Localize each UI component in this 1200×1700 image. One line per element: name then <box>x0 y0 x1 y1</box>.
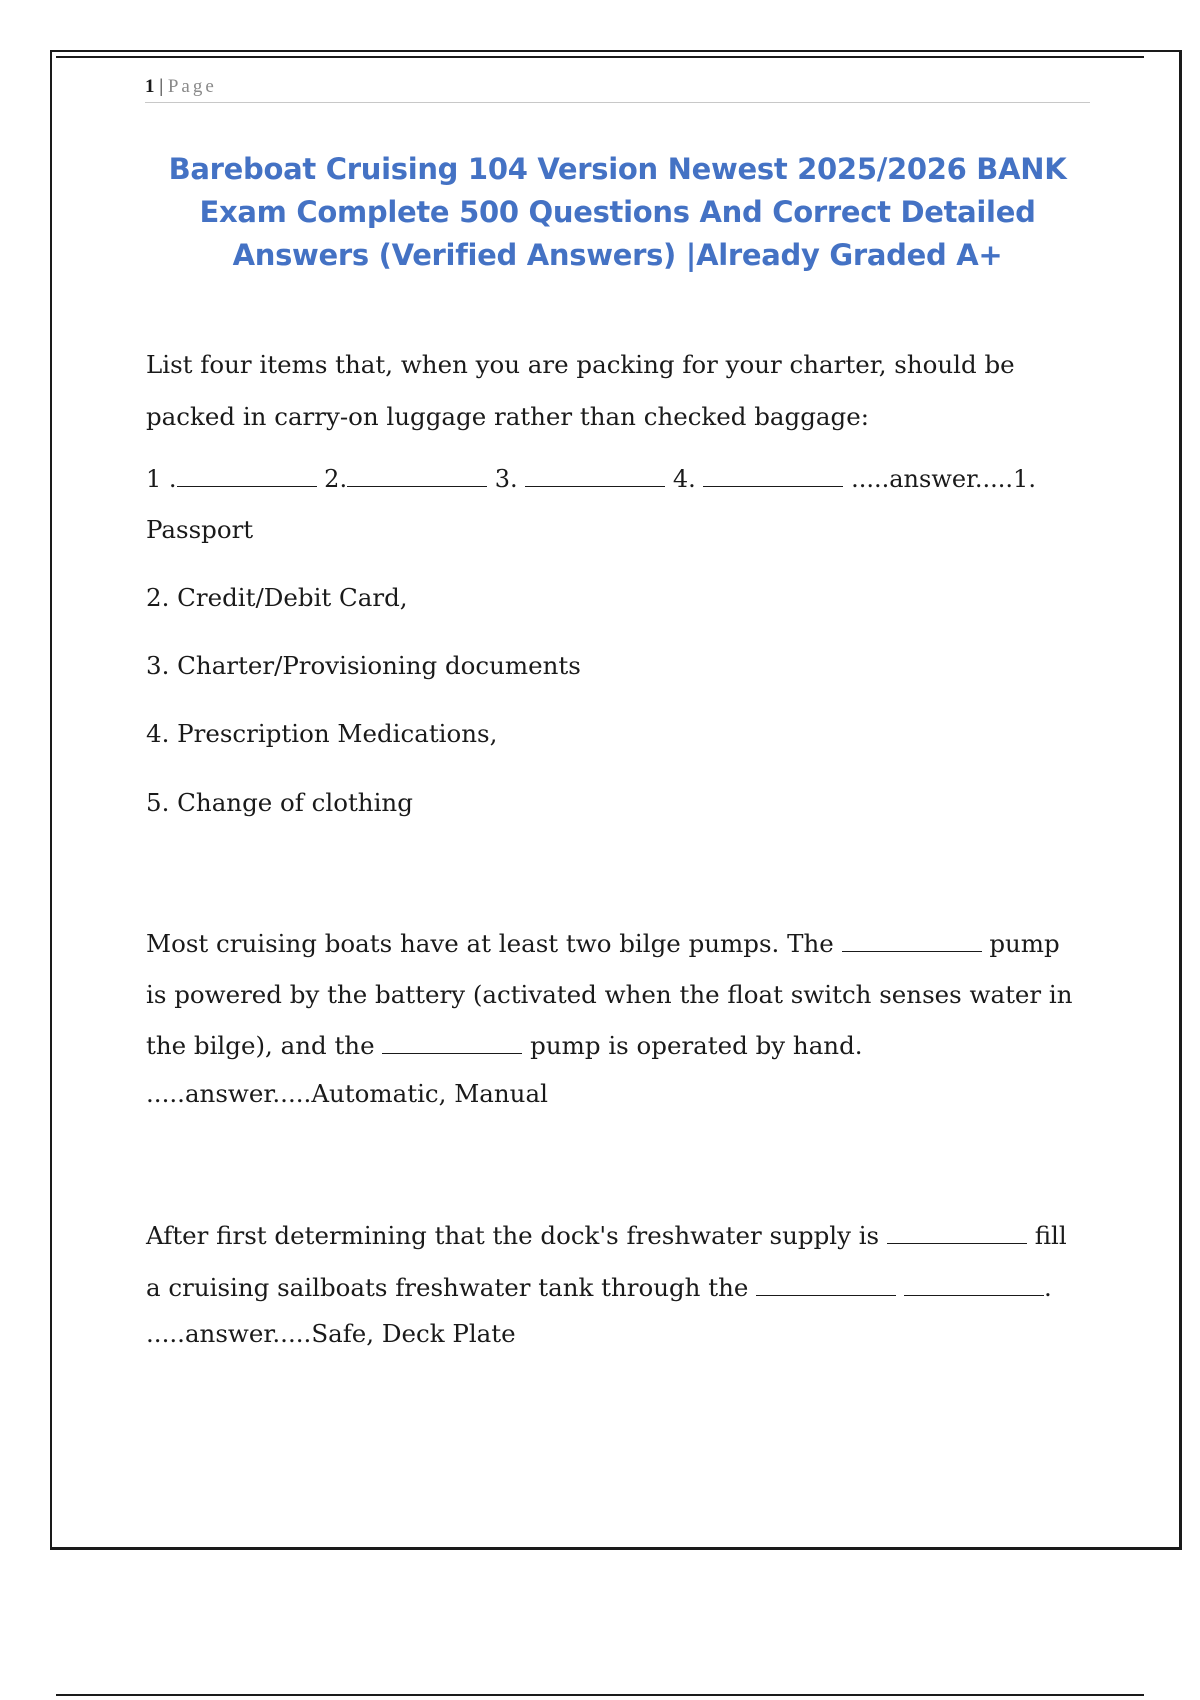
blank-label-1: 1 . <box>146 465 177 493</box>
answer-blank <box>347 462 487 487</box>
answer-blank <box>703 462 843 487</box>
document-title: Bareboat Cruising 104 Version Newest 2025/2026 BANK Exam Complete 500 Questions And Correct Detailed Answers (Verified Answers) |Already Graded A+ <box>168 152 1067 272</box>
question-3-answer: .....answer.....Safe, Deck Plate <box>146 1319 516 1348</box>
answer-item: 5. Change of clothing <box>146 788 413 817</box>
bottom-rule <box>56 1694 1144 1696</box>
question-2-text-a: Most cruising boats have at least two bilge pumps. The <box>146 929 834 958</box>
page-label: Page <box>167 76 217 97</box>
question-2-text-c: pump is operated by hand. <box>530 1031 863 1060</box>
top-rule <box>56 56 1144 58</box>
question-1-prompt: List four items that, when you are packing for your charter, should be packed in carry-on luggage rather than checked baggage: <box>146 350 1015 431</box>
header-separator: | <box>159 76 164 97</box>
answer-blank <box>887 1219 1027 1244</box>
answer-item: Passport <box>146 515 254 544</box>
page-header <box>145 74 1090 103</box>
question-3-prompt <box>146 1210 1086 1314</box>
question-3-text-b: fill a cruising sailboats freshwater tank through the <box>146 1221 1067 1302</box>
answer-blank <box>904 1271 1044 1296</box>
blank-label-2: 2. <box>324 465 348 493</box>
answer-item: 2. Credit/Debit Card, <box>146 583 408 612</box>
answer-blank <box>756 1271 896 1296</box>
answer-lead: .....answer.....1. <box>851 465 1036 493</box>
question-2-prompt <box>146 918 1086 1071</box>
question-2-answer: .....answer.....Automatic, Manual <box>146 1079 548 1108</box>
page-number: 1 <box>145 76 155 97</box>
question-2-text-b: pump is powered by the battery (activated when the float switch senses water in the bilge), and the <box>146 929 1073 1060</box>
answer-blank <box>525 462 665 487</box>
answer-blank <box>382 1029 522 1054</box>
answer-item: 3. Charter/Provisioning documents <box>146 651 581 680</box>
blank-label-3: 3. <box>494 465 518 493</box>
answer-blank <box>842 927 982 952</box>
question-3-text-a: After first determining that the dock's freshwater supply is <box>146 1221 880 1250</box>
blank-label-4: 4. <box>672 465 696 493</box>
answer-item: 4. Prescription Medications, <box>146 719 498 748</box>
question-1-blanks <box>146 459 1086 499</box>
question-3-text-c: . <box>1043 1273 1052 1302</box>
answer-blank <box>177 462 317 487</box>
